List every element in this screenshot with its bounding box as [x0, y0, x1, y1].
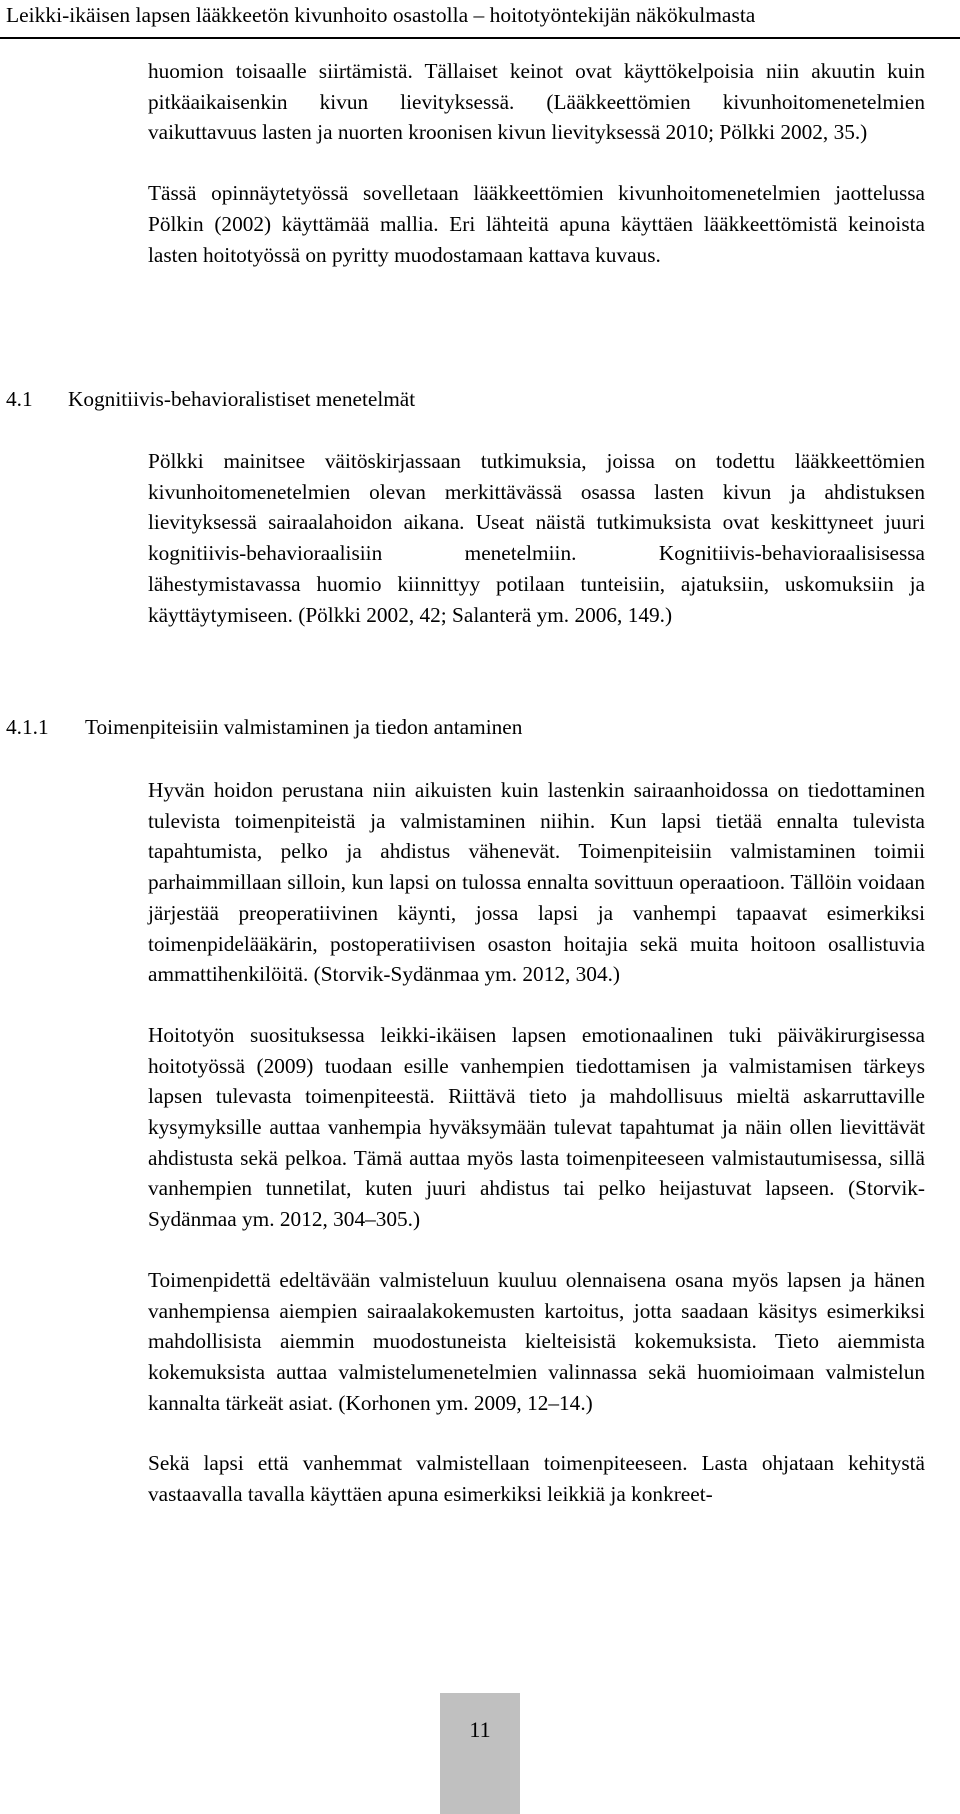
running-header-text: Leikki-ikäisen lapsen lääkkeetön kivunhoito osastolla – hoitotyöntekijän näkökulmasta — [6, 3, 756, 27]
section-4-1-body — [148, 446, 925, 630]
body-paragraph: huomion toisaalle siirtämistä. Tällaiset keinot ovat käyttökelpoisia niin akuutin kuin pitkäaikaisenkin kivun lievityksessä. (Lääkkeettömien kivunhoitomenetelmien vaikuttavuus lasten ja nuorten kroonisen kivun lievityksessä 2010; Pölkki 2002, 35.) — [148, 59, 925, 145]
page-number-box — [440, 1693, 520, 1814]
page-number: 11 — [469, 1717, 491, 1742]
body-paragraph: Hyvän hoidon perustana niin aikuisten kuin lastenkin sairaanhoidossa on tiedottaminen tulevista toimenpiteistä ja valmistaminen niihin. Kun lapsi tietää ennalta tulevista tapahtumista, pelko ja ahdistus vähenevät. Toimenpiteisiin valmistaminen toimii parhaimmillaan silloin, kun lapsi on tulossa ennalta sovittuun operaatioon. Tällöin voidaan järjestää preoperatiivinen käynti, jossa lapsi ja vanhempi tapaavat esimerkiksi toimenpidelääkärin, postoperatiivisen osaston hoitajia sekä muita hoitoon osallistuvia ammattihenkilöitä. (Storvik-Sydänmaa ym. 2012, 304.) — [148, 778, 925, 987]
body-paragraph: Hoitotyön suosituksessa leikki-ikäisen lapsen emotionaalinen tuki päiväkirurgisessa hoitotyössä (2009) tuodaan esille vanhempien tiedottamisen ja valmistamisen tärkeys lapsen tulevasta toimenpiteestä. Riittävä tieto ja mahdollisuus mieltä askarruttaville kysymyksille auttaa vanhempia hyväksymään tulevat tapahtumat ja näin ollen lievittävät ahdistusta sekä pelkoa. Tämä auttaa myös lasta toimenpiteeseen valmistautumisessa, sillä vanhempien tunnetilat, kuten juuri ahdistus tai pelko heijastuvat lapseen. (Storvik-Sydänmaa ym. 2012, 304–305.) — [148, 1022, 925, 1232]
section-title: Kognitiivis-behavioralistiset menetelmät — [68, 387, 416, 411]
body-paragraph: Toimenpidettä edeltävään valmisteluun kuuluu olennaisena osana myös lapsen ja hänen vanhempiensa aiempien sairaalakokemusten kartoitus, jotta saadaan käsitys esimerkiksi mahdollisista aiemmin muodostuneista kielteisistä kokemuksista. Tieto aiemmista kokemuksista auttaa valmistelumenetelmien valinnassa sekä huomioimaan valmistelun kannalta tärkeät asiat. (Korhonen ym. 2009, 12–14.) — [148, 1267, 925, 1415]
section-4-1-1-body — [148, 775, 925, 1510]
section-number: 4.1 — [6, 387, 33, 411]
header-rule — [0, 37, 960, 39]
body-paragraph: Pölkki mainitsee väitöskirjassaan tutkimuksia, joissa on todettu lääkkeettömien kivunhoitomenetelmien olevan merkittävässä osassa lasten kivun ja ahdistuksen lievityksessä sairaalahoidon aikana. Useat näistä tutkimuksista ovat keskittyneet juuri kognitiivis-behavioraalisiin menetelmiin. Kognitiivis-behavioraalisisessa lähestymistavassa huomio kiinnittyy potilaan tunteisiin, ajatuksiin, uskomuksiin ja käyttäytymiseen. (Pölkki 2002, 42; Salanterä ym. 2006, 149.) — [148, 449, 925, 627]
body-paragraph: Tässä opinnäytetyössä sovelletaan lääkkeettömien kivunhoitomenetelmien jaottelussa Pölkin (2002) käyttämää mallia. Eri lähteitä apuna käyttäen lääkkeettömistä keinoista lasten hoitotyössä on pyritty muodostamaan kattava kuvaus. — [148, 181, 925, 267]
intro-block — [148, 56, 925, 270]
section-number: 4.1.1 — [6, 715, 49, 739]
section-title: Toimenpiteisiin valmistaminen ja tiedon antaminen — [85, 715, 523, 739]
body-paragraph: Sekä lapsi että vanhemmat valmistellaan toimenpiteeseen. Lasta ohjataan kehitystä vastaavalla tavalla käyttäen apuna esimerkiksi leikkiä ja konkreet- — [148, 1451, 925, 1507]
section-heading-4-1 — [6, 384, 415, 414]
running-header — [0, 0, 960, 38]
section-heading-4-1-1 — [6, 712, 522, 742]
